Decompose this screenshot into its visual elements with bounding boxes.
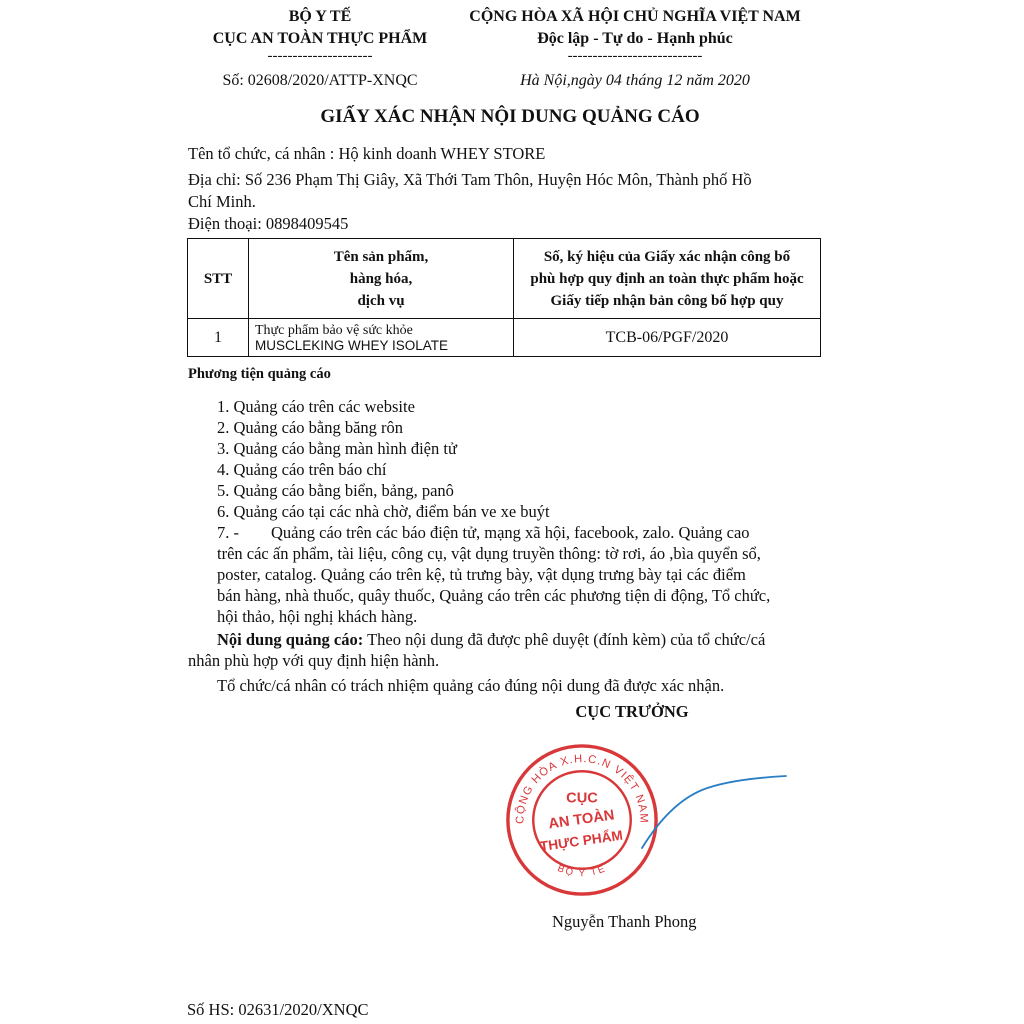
means-heading: Phương tiện quảng cáo: [188, 366, 331, 382]
address-line-1: Địa chỉ: Số 236 Phạm Thị Giây, Xã Thới Tam Thôn, Huyện Hóc Môn, Thành phố Hồ: [188, 170, 752, 189]
stamp-bottom-text: BỘ Y TẾ: [555, 863, 609, 880]
list-item: 3. Quảng cáo bằng màn hình điện tử: [217, 439, 457, 458]
national-header: [440, 6, 830, 92]
national-motto: Độc lập - Tự do - Hạnh phúc: [537, 30, 733, 47]
responsibility-line: Tổ chức/cá nhân có trách nhiệm quảng cáo đúng nội dung đã được xác nhận.: [217, 676, 725, 695]
table-row: [188, 319, 821, 357]
table-header-row: [188, 239, 821, 319]
header-product: [249, 239, 514, 319]
header-product-line-2: hàng hóa,: [349, 270, 413, 287]
list-item-7-line-3: poster, catalog. Quảng cáo trên kệ, tủ trưng bày, vật dụng trưng bày tại các điểm: [217, 565, 746, 584]
list-item-7-line-2: trên các ấn phẩm, tài liệu, công cụ, vật dụng truyền thông: tờ rơi, áo ,bìa quyển sổ,: [217, 544, 761, 563]
issuer-block: [190, 6, 450, 92]
list-item: 5. Quảng cáo bằng biển, bảng, panô: [217, 481, 454, 500]
list-item: 2. Quảng cáo bằng băng rôn: [217, 418, 404, 437]
signature-stroke: [642, 776, 786, 848]
list-item: 6. Quảng cáo tại các nhà chờ, điểm bán ve xe buýt: [217, 502, 550, 521]
address-line-2: Chí Minh.: [188, 192, 256, 211]
row-certificate: TCB-06/PGF/2020: [514, 319, 821, 357]
list-item: 1. Quảng cáo trên các website: [217, 397, 415, 416]
director-title: CỤC TRƯỞNG: [575, 702, 689, 721]
right-divider: ---------------------------: [567, 48, 703, 64]
header-certificate-line-2: phù hợp quy định an toàn thực phẩm hoặc: [530, 270, 804, 287]
row-product-line-1: Thực phẩm bảo vệ sức khỏe: [255, 322, 413, 338]
row-stt: 1: [188, 319, 249, 357]
product-table: [187, 238, 821, 357]
header-product-line-1: Tên sản phẩm,: [333, 248, 429, 265]
stamp-center-line-3: THỰC PHẨM: [539, 827, 624, 855]
content-text: Theo nội dung đã được phê duyệt (đính kèm) của tổ chức/cá: [363, 630, 766, 649]
handwritten-signature: [640, 770, 790, 860]
header-certificate-line-3: Giấy tiếp nhận bản công bố hợp quy: [550, 292, 784, 309]
file-number: Số HS: 02631/2020/XNQC: [187, 1000, 369, 1019]
stamp-center-line-1: CỤC: [566, 790, 598, 807]
stamp-center-line-2: AN TOÀN: [547, 807, 616, 833]
list-item-7-line-5: hội thảo, hội nghị khách hàng.: [217, 607, 418, 626]
header-product-line-3: dịch vụ: [357, 292, 405, 309]
header-certificate: [514, 239, 821, 319]
row-product-line-2: MUSCLEKING WHEY ISOLATE: [255, 337, 449, 353]
header-certificate-line-1: Số, ký hiệu của Giấy xác nhận công bố: [543, 248, 791, 265]
header-stt: STT: [188, 239, 249, 319]
stamp-ring-text: CỘNG HÒA X.H.C.N VIỆT NAM: [514, 752, 650, 825]
row-product: [249, 319, 514, 357]
place-date: Hà Nội,ngày 04 tháng 12 năm 2020: [520, 72, 750, 89]
phone-line: Điện thoại: 0898409545: [188, 214, 349, 233]
document-number: Số: 02608/2020/ATTP-XNQC: [222, 72, 418, 89]
content-line-1: [217, 629, 765, 650]
content-label: Nội dung quảng cáo:: [217, 630, 364, 649]
ministry-name: BỘ Y TẾ: [288, 8, 352, 25]
organization-line: Tên tổ chức, cá nhân : Hộ kinh doanh WHEY STORE: [188, 144, 546, 163]
signer-name: Nguyễn Thanh Phong: [552, 912, 697, 931]
republic-name: CỘNG HÒA XÃ HỘI CHỦ NGHĨA VIỆT NAM: [469, 8, 801, 25]
left-divider: ---------------------: [267, 48, 373, 64]
list-item-7-prefix: 7. -: [217, 523, 239, 542]
department-name: CỤC AN TOÀN THỰC PHẨM: [212, 30, 428, 47]
document-title: GIẤY XÁC NHẬN NỘI DUNG QUẢNG CÁO: [320, 106, 700, 127]
list-item-7-line-1: Quảng cáo trên các báo điện tử, mạng xã hội, facebook, zalo. Quảng cao: [271, 523, 750, 542]
content-line-2: nhân phù hợp với quy định hiện hành.: [188, 651, 440, 670]
list-item: 4. Quảng cáo trên báo chí: [217, 460, 387, 479]
official-stamp: [504, 742, 660, 898]
list-item-7-line-4: bán hàng, nhà thuốc, quây thuốc, Quảng cáo trên các phương tiện di động, Tổ chức,: [217, 586, 771, 605]
